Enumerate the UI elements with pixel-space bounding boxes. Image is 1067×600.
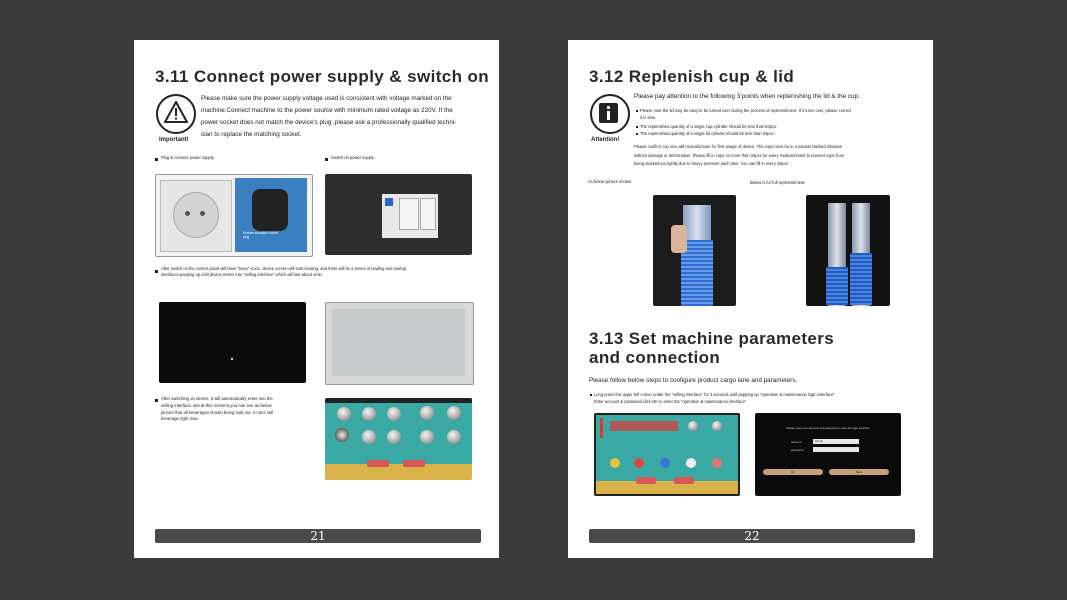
boot-screen-photo (159, 302, 306, 383)
loading-screen-photo (325, 302, 474, 385)
selling-interface-photo (325, 398, 472, 480)
page-number-22: 22 (589, 529, 915, 543)
selling-interface-screen (594, 413, 740, 496)
full-replenish-label: Below is for full replenishment: (750, 180, 806, 185)
login-interface-screen: Please input your account and password to enter the login interface account admin password OK Back (755, 413, 901, 496)
switch-photo (325, 174, 472, 255)
caption-plug: Plug & connect power supply. (161, 155, 215, 160)
replenish-intro: Please pay attention to the following 3 points when replenishing the lid & the cup: (634, 93, 860, 100)
selling-text: After switching on device, it will automatically enter into the selling interface. But at this moment,you can see as below picture that all beverages shown being sold out. It can't sell beverage right now. (161, 396, 274, 422)
warning-icon: Important! (155, 94, 197, 146)
socket-plug-photo: Korean standard socket plug (155, 174, 313, 257)
replenish-points: Please note the lid may be easy to be turned over during the process of replenishment. If it turns over, please correct it in time. The replenished quantity of a single cup cylinder should be less than 53pcs. The replenished quantity of a single lid cylinder should be less than 53pcs. (640, 108, 852, 136)
boot-text: After switch on,the control panel will have "beep" voice, device screen will start booting, and there will be a series of loading and startup interfaces popping up until device enters into "selling interface" which will last about 1min. (161, 266, 407, 277)
cup-replenish-photo (653, 195, 736, 306)
password-field[interactable] (813, 447, 859, 452)
ok-button[interactable]: OK (763, 469, 823, 475)
login-title: Please input your account and password to enter the login interface (786, 426, 870, 430)
page-22-title: 3.12 Replenish cup & lid (589, 67, 795, 86)
full-replenish-photo (806, 195, 890, 306)
page-22 (568, 40, 933, 558)
follow-steps-text: Please follow below steps to configure product cargo lane and parameters. (589, 377, 798, 384)
page-number-21: 21 (155, 529, 481, 543)
info-icon: Attention! (589, 94, 635, 146)
back-button[interactable]: Back (829, 469, 889, 475)
page-21-title: 3.11 Connect power supply & switch on (155, 67, 490, 86)
intro-text: Please make sure the power supply voltage used is consistent with voltage marked on the machine.Connect machine to the power source with minimum rated voltage as 220V. If the power socket does not match the device's plug ,please ask a professionally qualified techni- cian to replace the matching socket. (201, 95, 457, 138)
confirm-text: Please confirm cup size with manufacturer for first usage of device. The cups must be in a natural stacked situation without damage or deformation. Please fill in cups no more than 25pcs for every replenishment to prevent cups from being stacked too tightly due to heavy pressure each time. You can fill in every 25pcs. (634, 144, 845, 166)
caption-switch: Switch on power supply. (331, 155, 375, 160)
section-313-title: 3.13 Set machine parameters and connection (589, 329, 835, 367)
long-press-text: Long press the upper left corner under the "selling interface" for 3 seconds until popping up "operation & maintenance login interface". Enter account & password,click OK to enter the "operation & maintenance interface". (594, 392, 837, 404)
account-field[interactable]: admin (813, 439, 859, 444)
page-21 (134, 40, 499, 558)
as-below-label: As below picture shown: (588, 179, 633, 184)
